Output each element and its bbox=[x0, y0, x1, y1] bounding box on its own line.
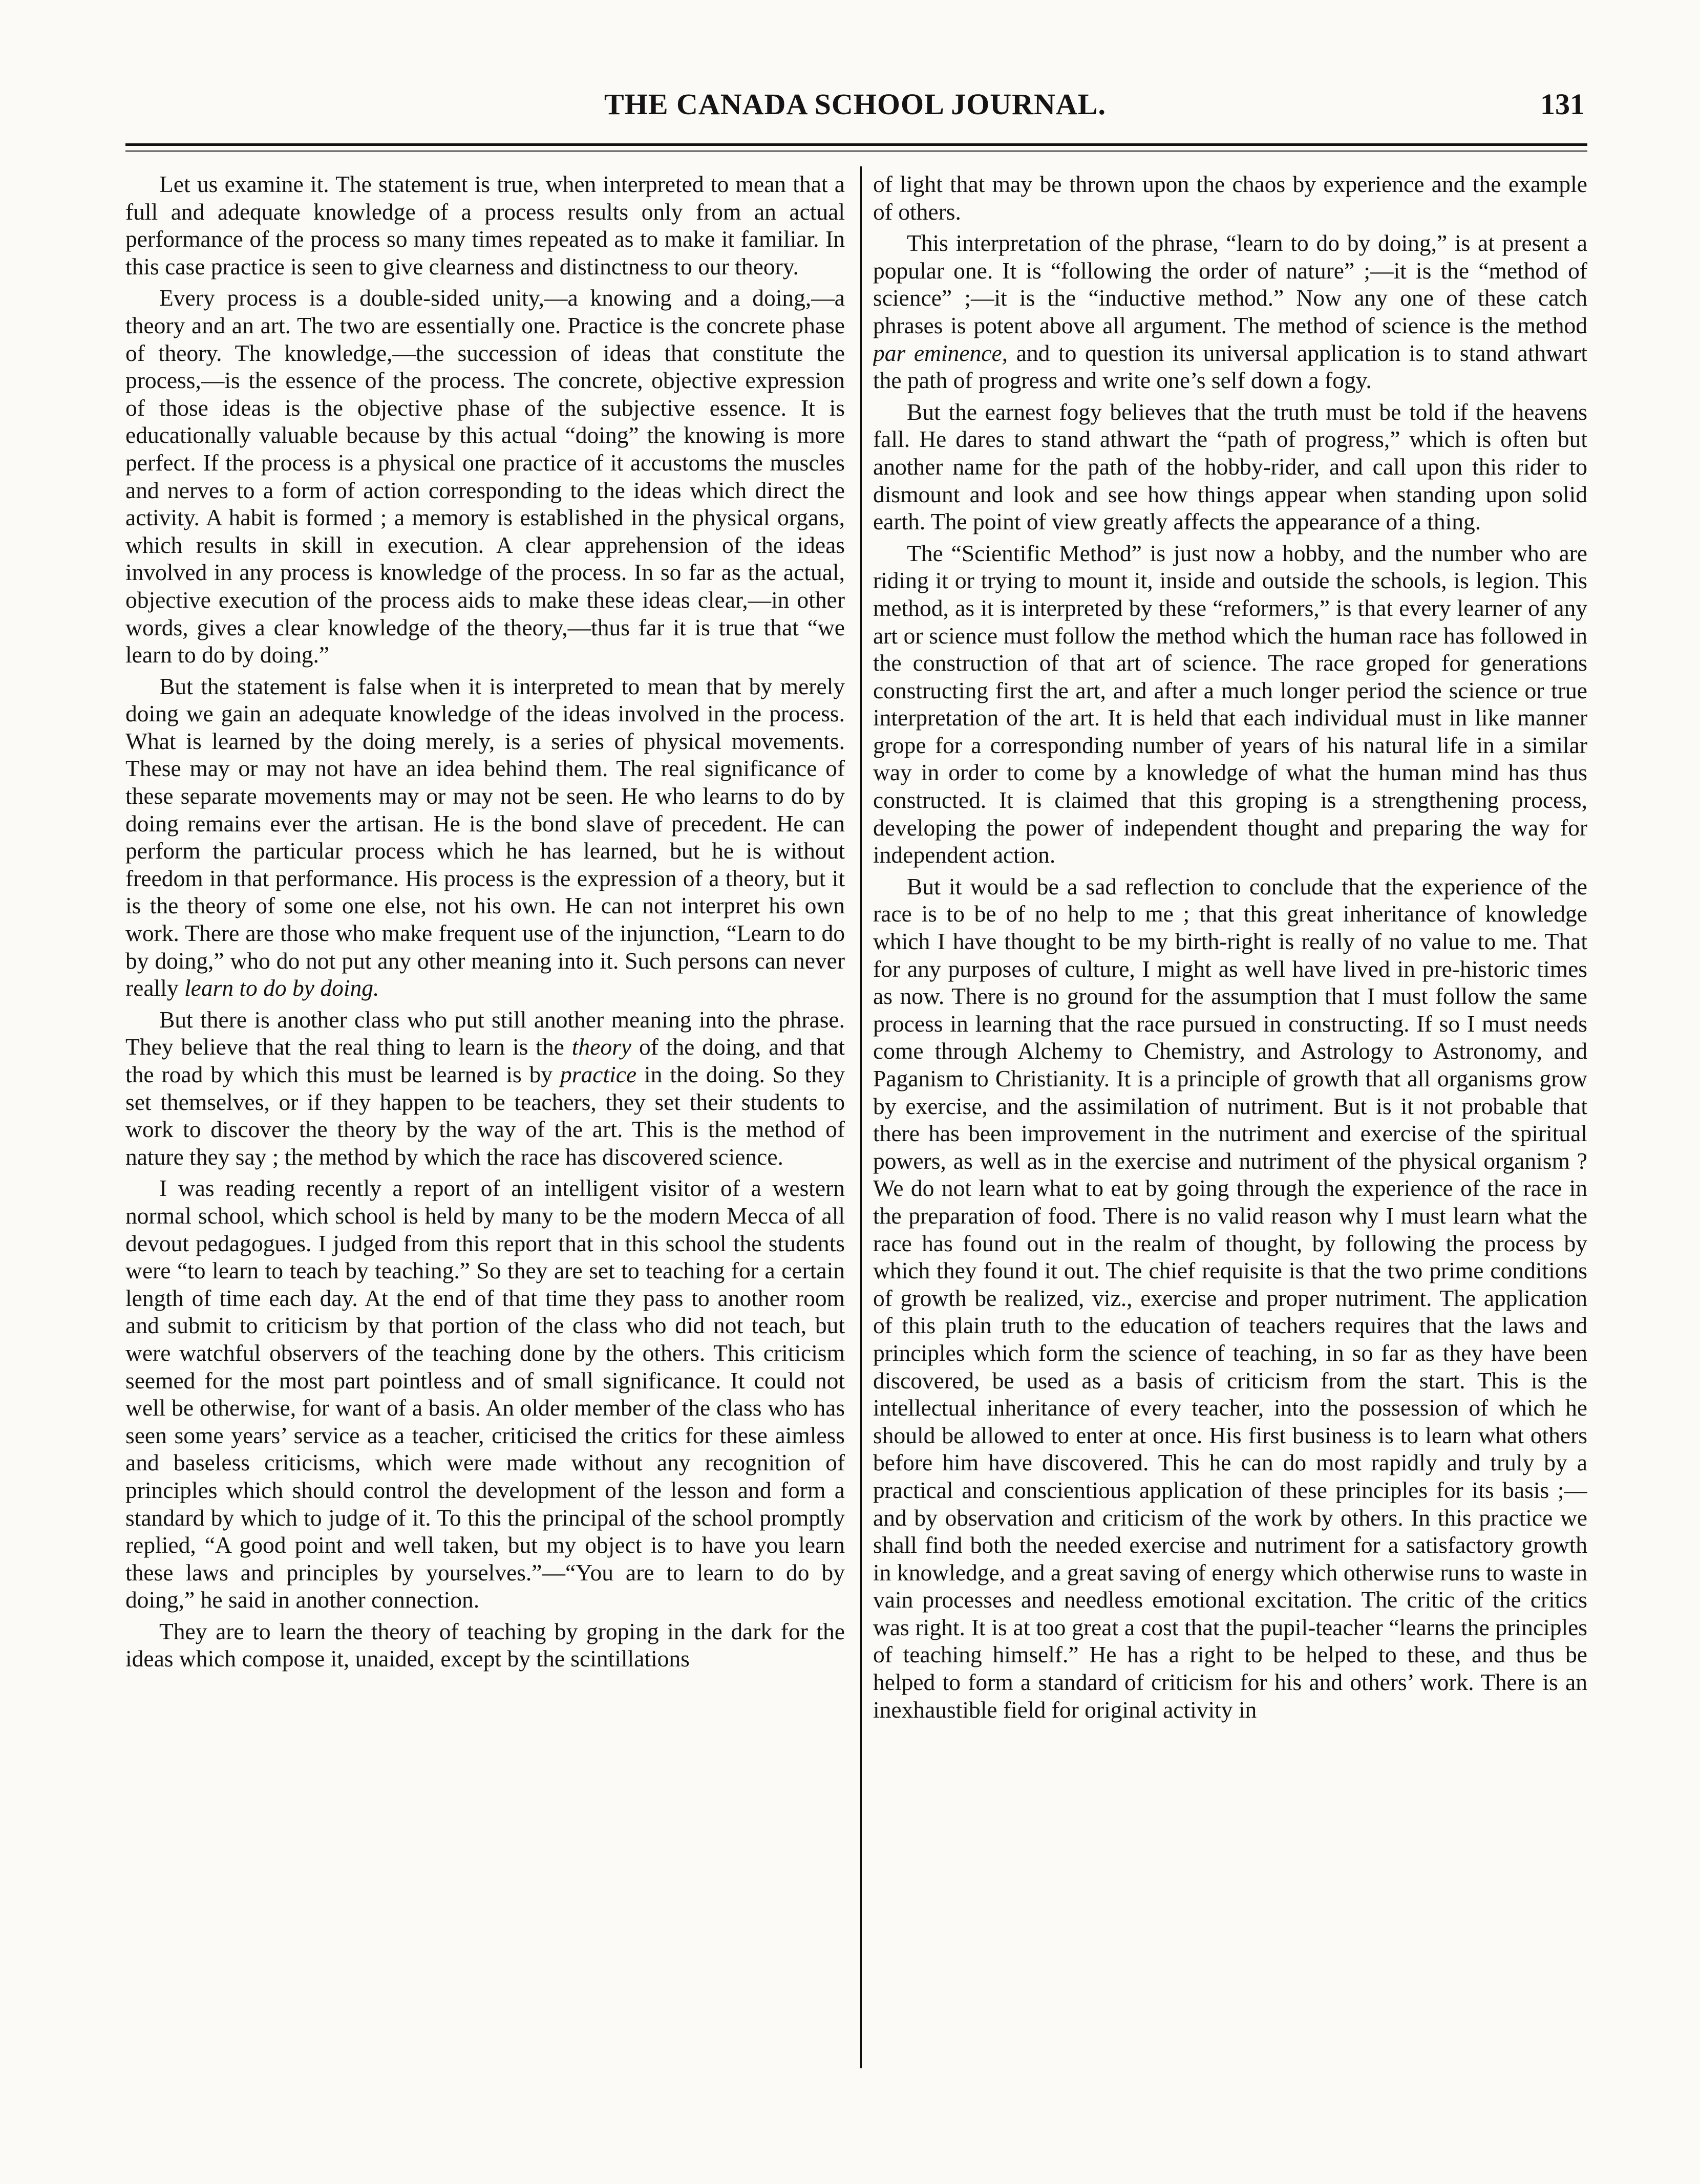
paragraph bbox=[873, 229, 1587, 394]
right-column bbox=[873, 170, 1587, 2070]
italic-word: theory bbox=[571, 1034, 632, 1060]
left-column bbox=[125, 170, 845, 2070]
paragraph-text: But the earnest fogy believes that the truth must be told if the heavens fall. He dares to stand athwart the “path of progress,” which is often but another name for the path of the hobby-rider, and call upon this rider to dismount and look and see how things appear when standing upon solid earth. The point of view greatly affects the appearance of a thing. bbox=[873, 398, 1587, 535]
paragraph-text: in the doing. So they set themselves, or if they happen to be teachers, they set their students to work to discover the theory by the way of the art. This is the method of nature they say ; the method by which the race has discovered science. bbox=[125, 1061, 845, 1170]
paragraph-text: The “Scientific Method” is just now a hobby, and the number who are riding it or trying to mount it, inside and outside the schools, is legion. This method, as it is interpreted by these “reformers,” is that every learner of any art or science must follow the method which the human race has followed in the construction of that art of science. The race groped for generations constructing first the art, and after a much longer period the science or true interpretation of the art. It is held that each individual must in like manner grope for a corresponding number of years of his natural life in a similar way in order to come by a knowledge of what the human mind has thus constructed. It is claimed that this groping is a strengthening process, developing the power of independent thought and preparing the way for independent action. bbox=[873, 540, 1587, 868]
paragraph-text: Let us examine it. The statement is true, when interpreted to mean that a full and adequate knowledge of a process results only from an actual performance of the process so many times repeated as to make it familiar. In this case practice is seen to give clearness and distinctness to our theory. bbox=[125, 171, 845, 280]
paragraph-text: But there is another class who put still another meaning into the phrase. They believe that the real thing to learn is the bbox=[125, 1006, 845, 1060]
paragraph-text: They are to learn the theory of teaching by groping in the dark for the ideas which compose it, unaided, except by the scintillations bbox=[125, 1618, 845, 1672]
italic-phrase: par eminence, bbox=[873, 339, 1008, 366]
paragraph-text: of light that may be thrown upon the chaos by experience and the example of others. bbox=[873, 171, 1587, 225]
paragraph-text: of the doing, and that the road by which this must be learned is by bbox=[125, 1034, 845, 1087]
paragraph-continuation bbox=[873, 170, 1587, 225]
paragraph-text: Every process is a double-sided unity,—a knowing and a doing,—a theory and an art. The two are essentially one. Practice is the concrete phase of theory. The knowledge,—the succession of ideas that constitute the process,—is the essence of the process. The concrete, objective expression of those ideas is the objective phase of the subjective essence. It is educationally valuable because by this actual “doing” the knowing is more perfect. If the process is a physical one practice of it accustoms the muscles and nerves to a form of action corresponding to the ideas which direct the activity. A habit is formed ; a memory is established in the physical organs, which results in skill in execution. A clear apprehension of the ideas involved in any process is knowledge of the process. In so far as the actual, objective execution of the process aids to make these ideas clear,—in other words, gives a clear knowledge of the theory,—thus far it is true that “we learn to do by doing.” bbox=[125, 285, 845, 668]
paragraph bbox=[125, 284, 845, 668]
paragraph-text: I was reading recently a report of an intelligent visitor of a western normal school, which school is held by many to be the modern Mecca of all devout pedagogues. I judged from this report that in this school the students were “to learn to teach by teaching.” So they are set to teaching for a certain length of time each day. At the end of that time they pass to another room and submit to criticism by that portion of the class who did not teach, but were watchful observers of the teaching done by the others. This criticism seemed for the most part pointless and of small significance. It could not well be otherwise, for want of a basis. An older member of the class who has seen some years’ service as a teacher, criticised the critics for these aimless and baseless criticisms, which were made without any recognition of principles which should control the development of the lesson and form a standard by which to judge of it. To this the principal of the school promptly replied, “A good point and well taken, but my object is to have you learn these laws and principles by yourselves.”—“You are to learn to do by doing,” he said in another connection. bbox=[125, 1175, 845, 1613]
paragraph bbox=[125, 1174, 845, 1614]
paragraph bbox=[125, 170, 845, 280]
paragraph bbox=[125, 1006, 845, 1171]
journal-title: THE CANADA SCHOOL JOURNAL. bbox=[604, 88, 1106, 121]
paragraph bbox=[125, 1618, 845, 1673]
italic-phrase: learn to do by doing. bbox=[184, 975, 379, 1001]
paragraph-text: and to question its universal application is to stand athwart the path of progress and write one’s self down a fogy. bbox=[873, 339, 1587, 394]
paragraph bbox=[873, 540, 1587, 869]
paragraph bbox=[873, 398, 1587, 536]
page-header bbox=[125, 87, 1585, 133]
page-number: 131 bbox=[1540, 88, 1585, 121]
column-divider bbox=[860, 166, 862, 2068]
header-rule-thick bbox=[125, 143, 1587, 146]
paragraph-text: This interpretation of the phrase, “learn to do by doing,” is at present a popular one. It is “following the order of nature” ;—it is the “method of science” ;—it is the “inductive method.” Now any one of these catch phrases is potent above all argument. The method of science is the method bbox=[873, 230, 1587, 338]
paragraph-text: But the statement is false when it is interpreted to mean that by merely doing we gain an adequate knowledge of the ideas involved in the process. What is learned by the doing merely, is a series of physical movements. These may or may not have an idea behind them. The real significance of these separate movements may or may not be seen. He who learns to do by doing remains ever the artisan. He is the bond slave of precedent. He can perform the particular process which he has learned, but he is without freedom in that performance. His process is the expression of a theory, but it is the theory of some one else, not his own. He can not interpret his own work. There are those who make frequent use of the injunction, “Learn to do by doing,” who do not put any other meaning into it. Such persons can never really bbox=[125, 673, 845, 1001]
header-rule-thin bbox=[125, 151, 1587, 152]
italic-word: practice bbox=[560, 1061, 637, 1087]
paragraph bbox=[873, 873, 1587, 1723]
paragraph-text: But it would be a sad reflection to conclude that the experience of the race is to be of no help to me ; that this great inheritance of knowledge which I have thought to be my birth-right is really of no value to me. That for any purposes of culture, I might as well have lived in pre-historic times as now. There is no ground for the assumption that I must follow the same process in learning that the race pursued in constructing. If so I must needs come through Alchemy to Chemistry, and Astrology to Astronomy, and Paganism to Christianity. It is a principle of growth that all organisms grow by exercise, and the assimilation of nutriment. But is it not probable that there has been improvement in the nutriment and exercise of the spiritual powers, as well as in the exercise and nutriment of the physical organism ? We do not learn what to eat by going through the experience of the race in the preparation of food. There is no valid reason why I must learn what the race has found out in the realm of thought, by following the process by which they found it out. The chief requisite is that the two prime conditions of growth be realized, viz., exercise and proper nutriment. The application of this plain truth to the education of teachers requires that the laws and principles which form the science of teaching, in so far as they have been discovered, be used as a basis of criticism from the start. This is the intellectual inheritance of every teacher, into the possession of which he should be allowed to enter at once. His first business is to learn what others before him have discovered. This he can do most rapidly and truly by a practical and conscientious application of these principles for its basis ;—and by observation and criticism of the work by others. In this practice we shall find both the needed exercise and nutriment for a satisfactory growth in knowledge, and a great saving of energy which otherwise runs to waste in vain processes and needless emotional excitation. The critic of the critics was right. It is at too great a cost that the pupil-teacher “learns the principles of teaching himself.” He has a right to be helped to these, and thus be helped to form a standard of criticism for his and others’ work. There is an inexhaustible field for original activity in bbox=[873, 873, 1587, 1723]
paragraph bbox=[125, 673, 845, 1002]
